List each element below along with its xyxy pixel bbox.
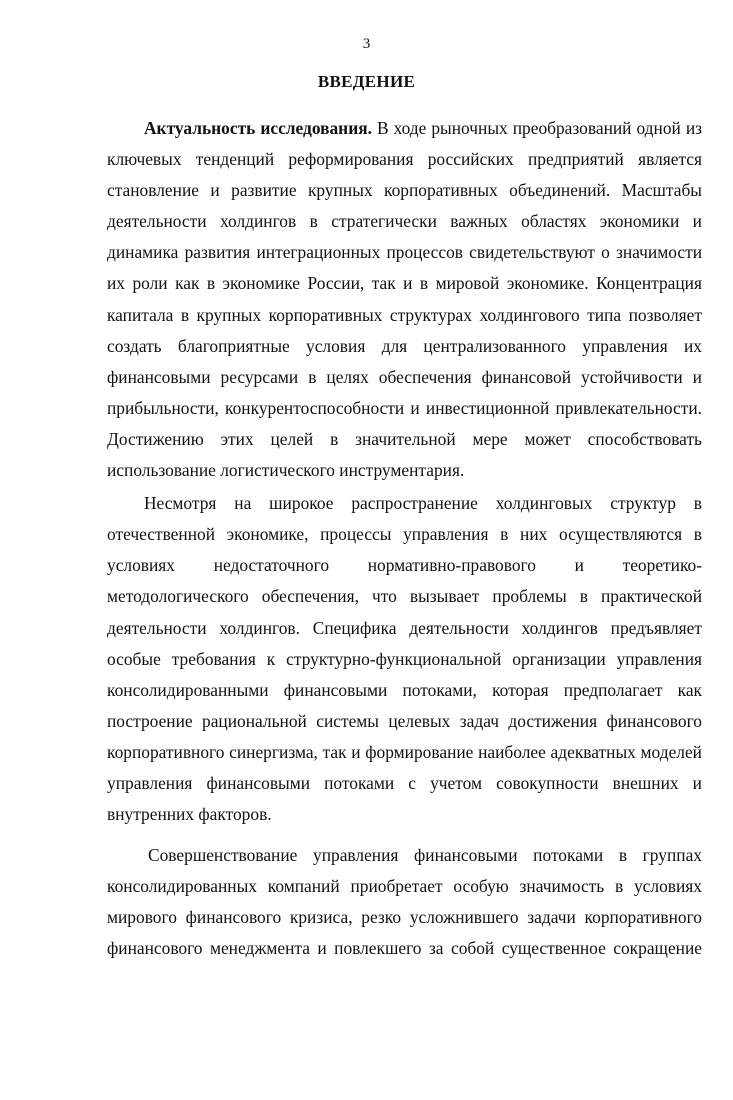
paragraph-1	[107, 113, 702, 486]
text-line: капитала в крупных корпоративных структурах холдингового типа позволяет	[107, 304, 702, 325]
text-line: прибыльности, конкурентоспособности и инвестиционной привлекательности.	[107, 397, 702, 418]
text-line: Совершенствование управления финансовыми потоками в группах	[148, 845, 702, 866]
section-heading: ВВЕДЕНИЕ	[317, 72, 416, 91]
text-line: динамика развития интеграционных процессов свидетельствуют о значимости	[107, 242, 702, 263]
text-line: отечественной экономике, процессы управления в них осуществляются в	[107, 524, 702, 545]
text-line: внутренних факторов.	[107, 804, 272, 825]
text-line: методологического обеспечения, что вызывает проблемы в практической	[107, 586, 702, 607]
text-line: Достижению этих целей в значительной мере может способствовать	[107, 428, 702, 449]
text-line: корпоративного синергизма, так и формирование наиболее адекватных моделей	[107, 741, 702, 762]
text-line: их роли как в экономике России, так и в мировой экономике. Концентрация	[107, 273, 702, 294]
text-line: особые требования к структурно-функциональной организации управления	[107, 648, 702, 669]
text-line: создать благоприятные условия для централизованного управления их	[107, 335, 702, 356]
text-line: становление и развитие крупных корпоративных объединений. Масштабы	[107, 180, 702, 201]
text-line: деятельности холдингов. Специфика деятельности холдингов предъявляет	[107, 617, 702, 638]
text-line: мирового финансового кризиса, резко усложнившего задачи корпоративного	[107, 907, 702, 928]
text-line: условиях недостаточного нормативно-правового и теоретико-	[107, 555, 702, 576]
page-number: 3	[362, 36, 371, 52]
text-line: финансовыми ресурсами в целях обеспечения финансовой устойчивости и	[107, 366, 702, 387]
text-line: консолидированных компаний приобретает особую значимость в условиях	[107, 876, 702, 897]
lead-phrase: Актуальность исследования.	[144, 118, 372, 138]
text-line: использование логистического инструментария.	[107, 460, 465, 481]
text-line: Несмотря на широкое распространение холдинговых структур в	[144, 493, 702, 514]
text-line: деятельности холдингов в стратегически важных областях экономики и	[107, 211, 702, 232]
text-line: консолидированными финансовыми потоками, которая предполагает как	[107, 679, 702, 700]
text-line: управления финансовыми потоками с учетом совокупности внешних и	[107, 772, 702, 793]
text-line-rest: В ходе рыночных преобразований одной из	[371, 118, 703, 138]
text-line: финансового менеджмента и повлекшего за собой существенное сокращение	[107, 938, 702, 959]
text-line: ключевых тенденций реформирования российских предприятий является	[107, 149, 702, 170]
paragraph-3	[107, 840, 702, 964]
body-text	[107, 113, 702, 967]
paragraph-2	[107, 488, 702, 830]
text-line	[107, 113, 702, 144]
text-line: построение рациональной системы целевых задач достижения финансового	[107, 710, 702, 731]
